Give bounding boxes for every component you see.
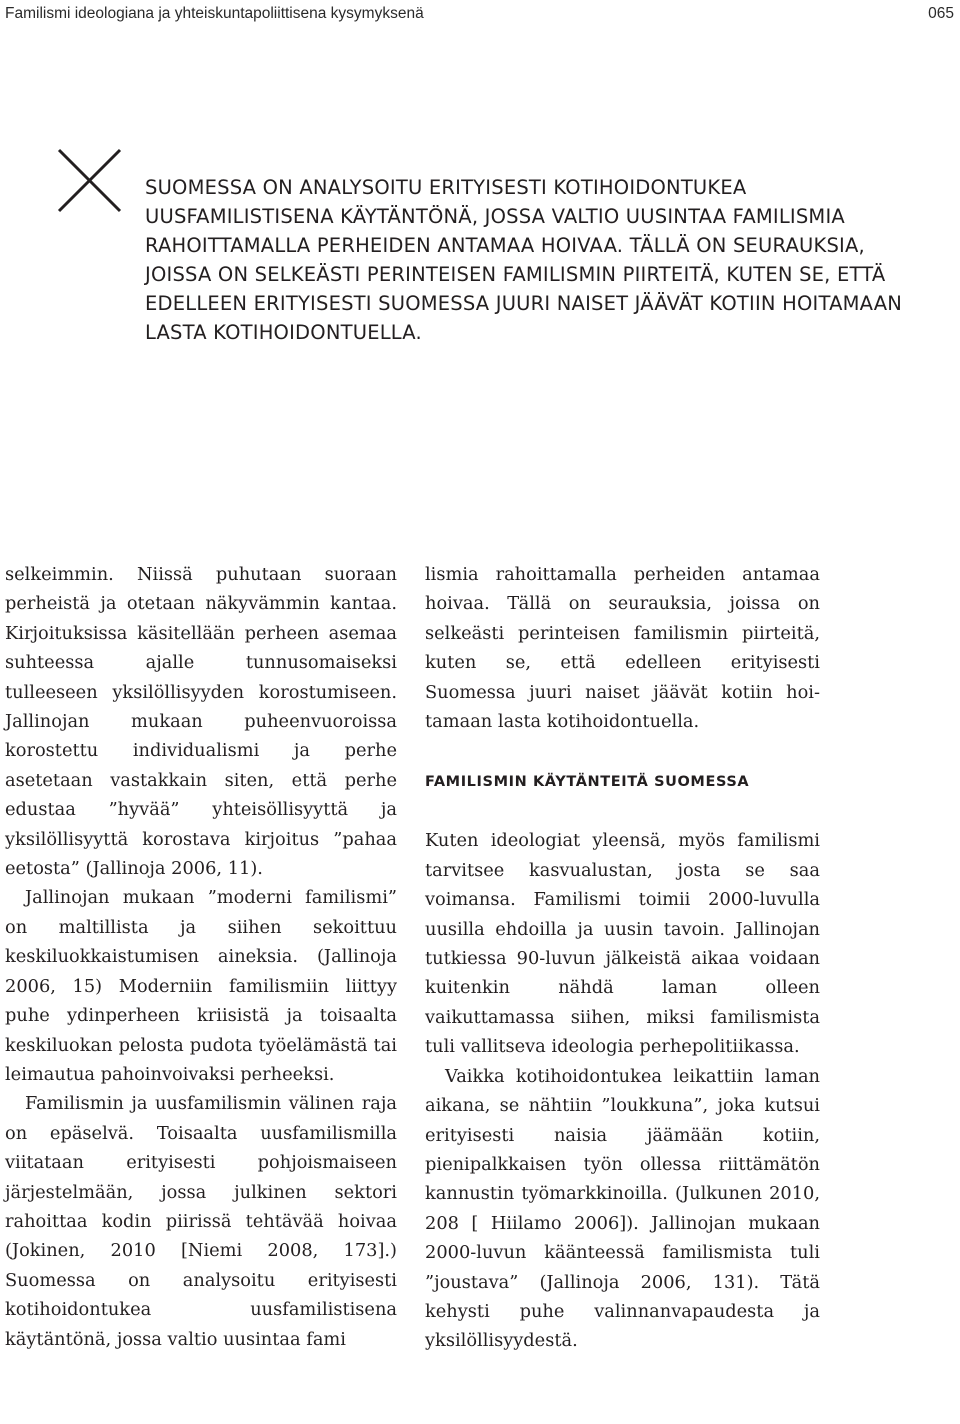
left-column — [5, 560, 397, 1354]
section-heading: FAMILISMIN KÄYTÄNTEITÄ SUOMESSA — [425, 774, 750, 791]
cross-icon — [56, 147, 124, 215]
body-paragraph: Vaikka kotihoidontukea leikattiin laman aikana, se nähtiin ”loukkuna”, joka kutsui erityisesti naisia jäämään kotiin, pienipalkkaisen työn ollessa riittämätön kannustin työmarkkinoilla. (Julkunen 2010, 208 [ Hiilamo 2006]). Jallinojan mukaan 2000-luvun käänteessä familismista tuli ”joustava” (Jallinoja 2006, 131). Tätä kehysti puhe valinnanvapaudesta ja yksilöllisyydestä. — [425, 1065, 820, 1352]
body-paragraph: Jallinojan mukaan ”moderni familismi” on maltillista ja siihen sekoittuu keskiluokkaistumisen aineksia. (Jallinoja 2006, 15) Moderniin familismiin liittyy puhe ydinperheen kriisistä ja toisaalta keskiluokan pelosta pudota työelämästä tai leimautua pahoinvoivaksi perheeksi. — [5, 887, 397, 1085]
running-title: Familismi ideologiana ja yhteiskuntapoliittisena kysymyksenä — [5, 5, 424, 22]
right-column — [425, 560, 820, 1356]
body-paragraph: selkeimmin. Niissä puhutaan suoraan perheistä ja otetaan näkyvämmin kantaa. Kirjoituksissa käsitellään perheen asemaa suhteessa ajalle tunnusomaiseksi tulleeseen yksilöllisyyden korostumiseen. Jallinojan mukaan puheenvuoroissa korostettu individualismi ja perhe asetetaan vastakkain siten, että perhe edustaa ”hyvää” yhteisöllisyyttä ja yksilöllisyyttä korostava kirjoitus ”pahaa eetosta” (Jallinoja 2006, 11). — [5, 564, 397, 880]
page-number: 065 — [928, 5, 954, 22]
pull-quote: SUOMESSA ON ANALYSOITU ERITYISESTI KOTIHOIDONTUKEA UUSFAMILISTISENA KÄYTÄNTÖNÄ, JOSSA VALTIO UUSINTAA FAMILISMIA RAHOITTAMALLA PERHEIDEN ANTAMAA HOIVAA. TÄLLÄ ON SEURAUKSIA, JOISSA ON SELKEÄSTI PERINTEISEN FAMILISMIN PIIRTEITÄ, KUTEN SE, ETTÄ EDELLEEN ERITYISESTI SUOMESSA JUURI NAISET JÄÄVÄT KOTIIN HOITAMAAN LASTA KOTIHOIDONTUELLA. — [145, 176, 903, 344]
body-paragraph: Kuten ideologiat yleensä, myös familismi tarvitsee kasvualustan, josta se saa voimansa. Familismi toimii 2000-luvulla uusilla ehdoilla ja uusin tavoin. Jallinojan tutkiessa 90-luvun jälkeistä aikaa voidaan kuitenkin nähdä laman olleen vaikuttamassa siihen, miksi familismista tuli vallitseva ideologia perhepolitiikassa. — [425, 830, 820, 1058]
body-paragraph: Familismin ja uusfamilismin välinen raja on epäselvä. Toisaalta uusfamilismilla viitataan erityisesti pohjoismaiseen järjestelmään, jossa julkinen sektori rahoittaa kodin piirissä tehtävää hoivaa (Jokinen, 2010 [Niemi 2008, 173].) Suomessa on analysoitu erityisesti kotihoidontukea uusfamilistisena käytäntönä, jossa valtio uusintaa fami — [5, 1093, 397, 1350]
running-head — [0, 0, 960, 30]
body-paragraph: lismia rahoittamalla perheiden antamaa hoivaa. Tällä on seurauksia, joissa on selkeästi perinteisen familismin piirteitä, kuten se, että edelleen erityisesti Suomessa juuri naiset jäävät kotiin hoitamaan lasta kotihoidontuella. — [425, 564, 820, 733]
